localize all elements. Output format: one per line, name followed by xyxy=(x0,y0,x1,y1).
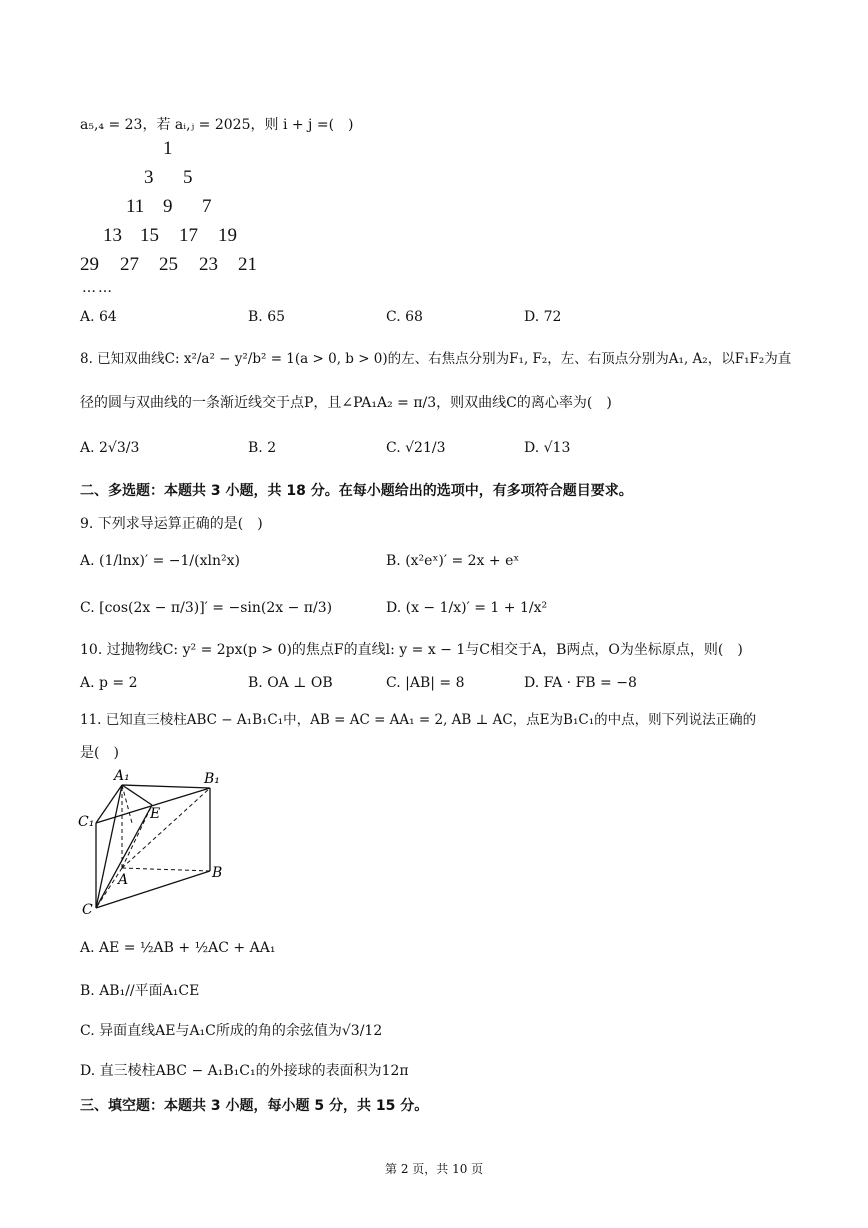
q10-option-a[interactable]: A. p = 2 xyxy=(80,675,138,691)
q10-option-b[interactable]: B. OA ⊥ OB xyxy=(248,675,333,691)
triangle-cell: 7 xyxy=(202,196,212,217)
triangle-cell: 3 xyxy=(144,167,154,188)
prism-figure xyxy=(76,768,236,918)
page-footer: 第 2 页，共 10 页 xyxy=(385,1162,484,1176)
q8-option-a[interactable]: A. 2√3/3 xyxy=(80,440,140,456)
label-e: E xyxy=(150,806,161,822)
q8-option-d[interactable]: D. √13 xyxy=(524,440,571,456)
q9-option-c[interactable]: C. [cos(2x − π/3)]′ = −sin(2x − π/3) xyxy=(80,600,333,616)
q9-option-a[interactable]: A. (1/lnx)′ = −1/(xln²x) xyxy=(80,553,240,569)
triangle-ellipsis: …… xyxy=(82,280,114,296)
q11-stem-line2: 是( ) xyxy=(80,745,119,761)
q9-option-d[interactable]: D. (x − 1/x)′ = 1 + 1/x² xyxy=(386,600,548,616)
q7-tail: a₅,₄ = 23，若 aᵢ,ⱼ = 2025，则 i + j =( ) xyxy=(80,117,354,133)
line-a-e xyxy=(122,805,152,868)
label-c1: C₁ xyxy=(78,814,95,830)
q7-option-a[interactable]: A. 64 xyxy=(80,309,117,325)
triangle-cell: 11 xyxy=(126,196,145,217)
q9-option-b[interactable]: B. (x²eˣ)′ = 2x + eˣ xyxy=(386,553,520,569)
q11-stem-line1: 11. 已知直三棱柱ABC − A₁B₁C₁中，AB = AC = AA₁ = 2, AB ⊥ AC，点E为B₁C₁的中点，则下列说法正确的 xyxy=(80,712,757,728)
triangle-cell: 25 xyxy=(159,254,178,275)
q11-option-c[interactable]: C. 异面直线AE与A₁C所成的角的余弦值为√3/12 xyxy=(80,1023,383,1039)
q9-stem: 9. 下列求导运算正确的是( ) xyxy=(80,516,263,532)
label-a1: A₁ xyxy=(114,768,130,784)
q8-stem-line2: 径的圆与双曲线的一条渐近线交于点P，且∠PA₁A₂ = π/3，则双曲线C的离心率为( ) xyxy=(80,395,612,411)
section-3-heading: 三、填空题：本题共 3 小题，每小题 5 分，共 15 分。 xyxy=(80,1098,429,1114)
q8-option-c[interactable]: C. √21/3 xyxy=(386,440,446,456)
q10-option-d[interactable]: D. FA · FB = −8 xyxy=(524,675,637,691)
triangle-cell: 9 xyxy=(163,196,173,217)
q7-option-d[interactable]: D. 72 xyxy=(524,309,562,325)
triangle-cell: 19 xyxy=(218,225,237,246)
triangle-cell: 23 xyxy=(199,254,218,275)
label-b1: B₁ xyxy=(204,771,220,787)
triangle-cell: 15 xyxy=(140,225,159,246)
triangle-cell: 27 xyxy=(120,254,139,275)
label-b: B xyxy=(212,865,223,881)
triangle-cell: 5 xyxy=(183,167,193,188)
triangle-cell: 17 xyxy=(179,225,198,246)
q11-option-a[interactable]: A. AE = ½AB + ½AC + AA₁ xyxy=(80,940,276,956)
line-a-b1 xyxy=(122,788,210,868)
triangle-cell: 29 xyxy=(80,254,99,275)
label-c: C xyxy=(82,902,93,918)
triangle-cell: 1 xyxy=(163,138,173,159)
q8-option-b[interactable]: B. 2 xyxy=(248,440,277,456)
triangle-cell: 13 xyxy=(103,225,122,246)
q11-option-d[interactable]: D. 直三棱柱ABC − A₁B₁C₁的外接球的表面积为12π xyxy=(80,1063,409,1079)
q8-stem-line1: 8. 已知双曲线C: x²/a² − y²/b² = 1(a > 0, b > 0)的左、右焦点分别为F₁, F₂，左、右顶点分别为A₁, A₂，以F₁F₂为直 xyxy=(80,351,792,367)
section-2-heading: 二、多选题：本题共 3 小题，共 18 分。在每小题给出的选项中，有多项符合题目要求。 xyxy=(80,483,633,499)
edge-a-b xyxy=(122,868,210,871)
q10-option-c[interactable]: C. |AB| = 8 xyxy=(386,675,465,691)
q11-option-b[interactable]: B. AB₁//平面A₁CE xyxy=(80,983,200,999)
q7-option-c[interactable]: C. 68 xyxy=(386,309,423,325)
label-a: A xyxy=(118,872,129,888)
triangle-cell: 21 xyxy=(238,254,257,275)
edge-a1-b1 xyxy=(122,785,210,788)
q10-stem: 10. 过抛物线C: y² = 2px(p > 0)的焦点F的直线l: y = x − 1与C相交于A，B两点，O为坐标原点，则( ) xyxy=(80,642,743,658)
q7-option-b[interactable]: B. 65 xyxy=(248,309,286,325)
